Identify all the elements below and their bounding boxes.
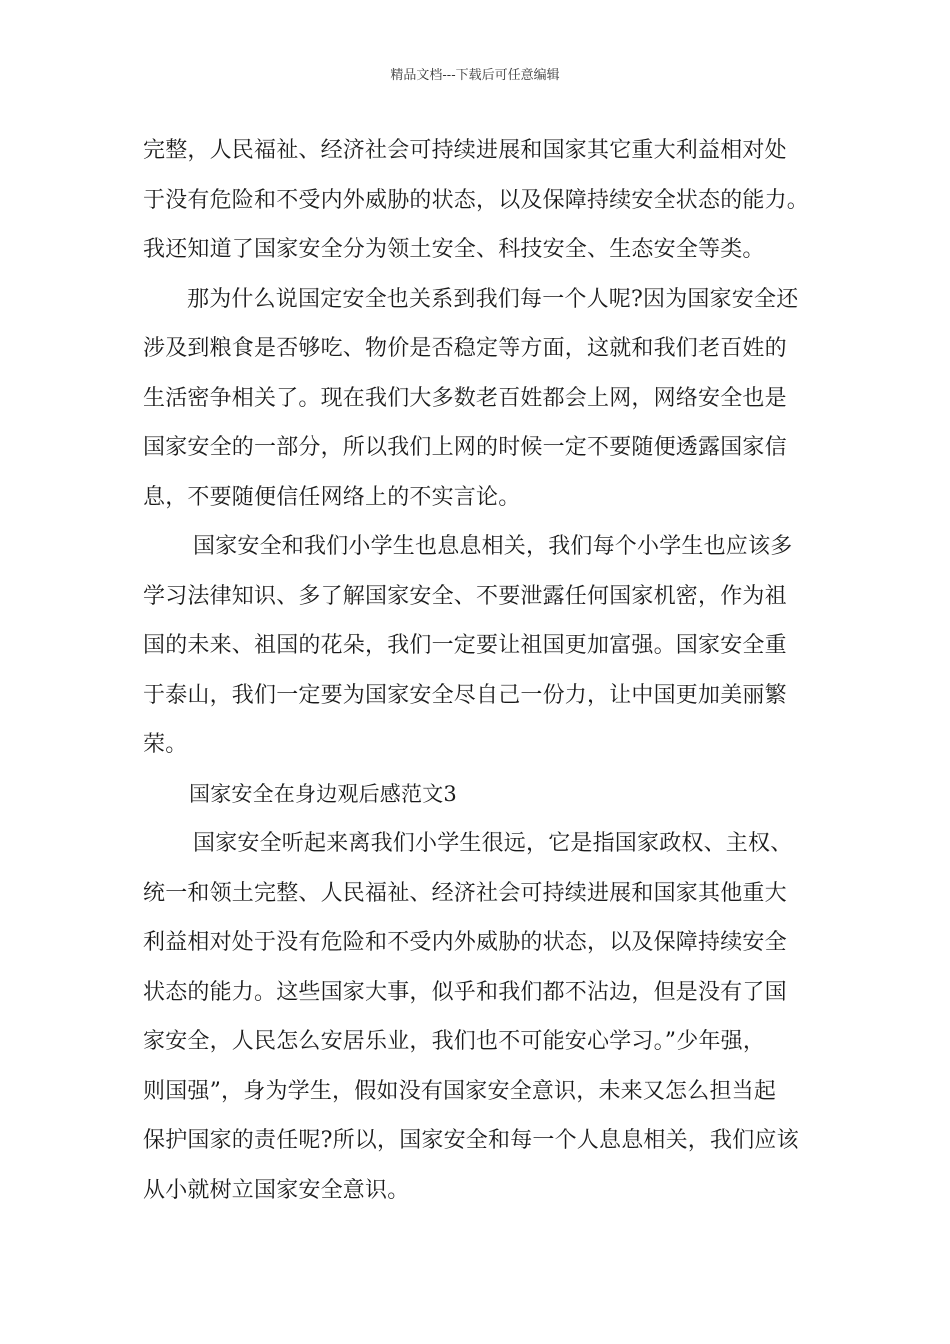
text-line: 于没有危险和不受内外威胁的状态，以及保障持续安全状态的能力。 [143, 187, 810, 213]
text-line: 家安全，人民怎么安居乐业，我们也不可能安心学习。”少年强， [143, 1029, 766, 1054]
text-line: 统一和领土完整、人民福祉、经济社会可持续进展和国家其他重大 [143, 880, 787, 906]
paragraph-4 [143, 819, 815, 1215]
text-line: 荣。 [143, 732, 188, 757]
section-heading [143, 770, 815, 820]
text-line: 利益相对处于没有危险和不受内外威胁的状态，以及保障持续安全 [143, 930, 787, 955]
text-line: 于泰山，我们一定要为国家安全尽自己一份力，让中国更加美丽繁 [143, 682, 787, 708]
text-line: 保护国家的责任呢?所以，国家安全和每一个人息息相关，我们应该 [143, 1128, 799, 1153]
paragraph-3 [143, 522, 815, 770]
text-line: 完整，人民福祉、经济社会可持续进展和国家其它重大利益相对处 [143, 138, 787, 163]
text-line: 我还知道了国家安全分为领土安全、科技安全、生态安全等类。 [143, 237, 765, 262]
document-body [143, 126, 815, 1215]
text-line: 息，不要随便信任网络上的不实言论。 [143, 484, 521, 510]
text-line: 学习法律知识、多了解国家安全、不要泄露任何国家机密，作为祖 [143, 583, 787, 609]
text-line: 生活密争相关了。现在我们大多数老百姓都会上网，网络安全也是 [143, 385, 787, 411]
text-line: 从小就树立国家安全意识。 [143, 1177, 410, 1203]
section-title: 国家安全在身边观后感范文3 [189, 781, 457, 806]
text-line: 国家安全的一部分，所以我们上网的时候一定不要随便透露国家信 [143, 435, 787, 460]
page-header: 精品文档---下载后可任意编辑 [390, 68, 560, 83]
text-line: 国家安全听起来离我们小学生很远，它是指国家政权、主权、 [193, 831, 793, 856]
paragraph-2 [143, 275, 815, 523]
text-line: 涉及到粮食是否够吃、物价是否稳定等方面，这就和我们老百姓的 [143, 336, 787, 361]
text-line: 那为什么说国定安全也关系到我们每一个人呢?因为国家安全还 [187, 286, 799, 312]
text-line: 则国强”，身为学生，假如没有国家安全意识，未来又怎么担当起 [143, 1078, 777, 1104]
text-line: 国的未来、祖国的花朵，我们一定要让祖国更加富强。国家安全重 [143, 633, 787, 658]
paragraph-1 [143, 126, 815, 275]
text-line: 状态的能力。这些国家大事，似乎和我们都不沾边，但是没有了国 [143, 979, 787, 1005]
text-line: 国家安全和我们小学生也息息相关，我们每个小学生也应该多 [193, 534, 793, 559]
